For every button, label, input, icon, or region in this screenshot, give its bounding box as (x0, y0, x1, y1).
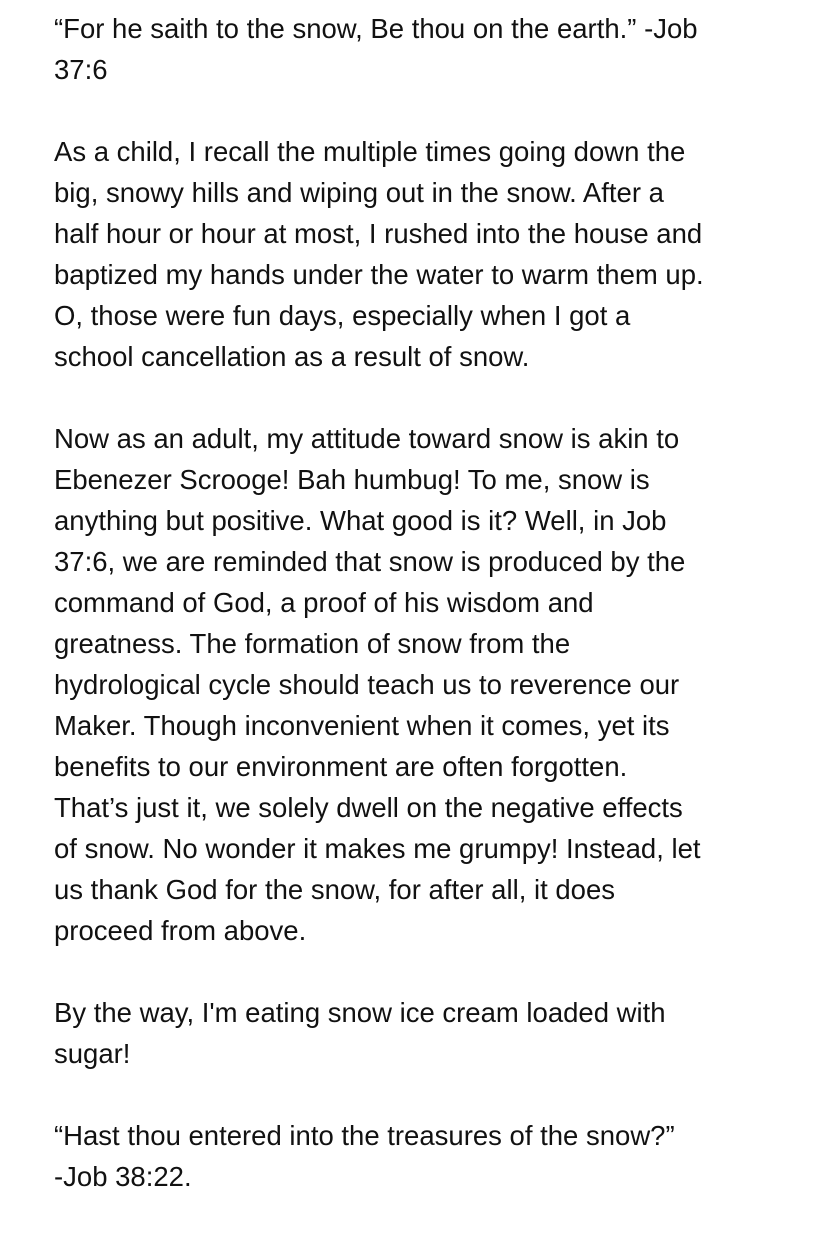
document-body (54, 8, 794, 1238)
text-line: “For he saith to the snow, Be thou on the earth.” -Job (54, 13, 698, 44)
aside-paragraph (54, 992, 794, 1074)
text-line: By the way, I'm eating snow ice cream loaded with (54, 997, 666, 1028)
text-line: O, those were fun days, especially when I got a (54, 300, 631, 331)
text-line: That’s just it, we solely dwell on the negative effects (54, 792, 683, 823)
text-line: Maker. Though inconvenient when it comes, yet its (54, 710, 670, 741)
text-line: 37:6, we are reminded that snow is produced by the (54, 546, 686, 577)
text-line: baptized my hands under the water to warm them up. (54, 259, 704, 290)
childhood-paragraph (54, 131, 794, 377)
text-line: “Hast thou entered into the treasures of the snow?” (54, 1120, 675, 1151)
text-line: big, snowy hills and wiping out in the snow. After a (54, 177, 664, 208)
text-line: benefits to our environment are often forgotten. (54, 751, 628, 782)
text-line: proceed from above. (54, 915, 307, 946)
text-line: Now as an adult, my attitude toward snow is akin to (54, 423, 680, 454)
text-line: 37:6 (54, 54, 108, 85)
text-line: school cancellation as a result of snow. (54, 341, 530, 372)
text-line: of snow. No wonder it makes me grumpy! Instead, let (54, 833, 701, 864)
text-line: -Job 38:22. (54, 1161, 192, 1192)
text-line: As a child, I recall the multiple times going down the (54, 136, 686, 167)
text-line: us thank God for the snow, for after all, it does (54, 874, 615, 905)
adult-reflection-paragraph (54, 418, 794, 951)
text-line: greatness. The formation of snow from the (54, 628, 571, 659)
text-line: command of God, a proof of his wisdom and (54, 587, 594, 618)
closing-verse-paragraph (54, 1115, 794, 1197)
opening-verse-paragraph (54, 8, 794, 90)
text-line: Ebenezer Scrooge! Bah humbug! To me, snow is (54, 464, 650, 495)
text-line: half hour or hour at most, I rushed into the house and (54, 218, 703, 249)
text-line: anything but positive. What good is it? Well, in Job (54, 505, 667, 536)
text-line: hydrological cycle should teach us to reverence our (54, 669, 680, 700)
text-line: sugar! (54, 1038, 131, 1069)
